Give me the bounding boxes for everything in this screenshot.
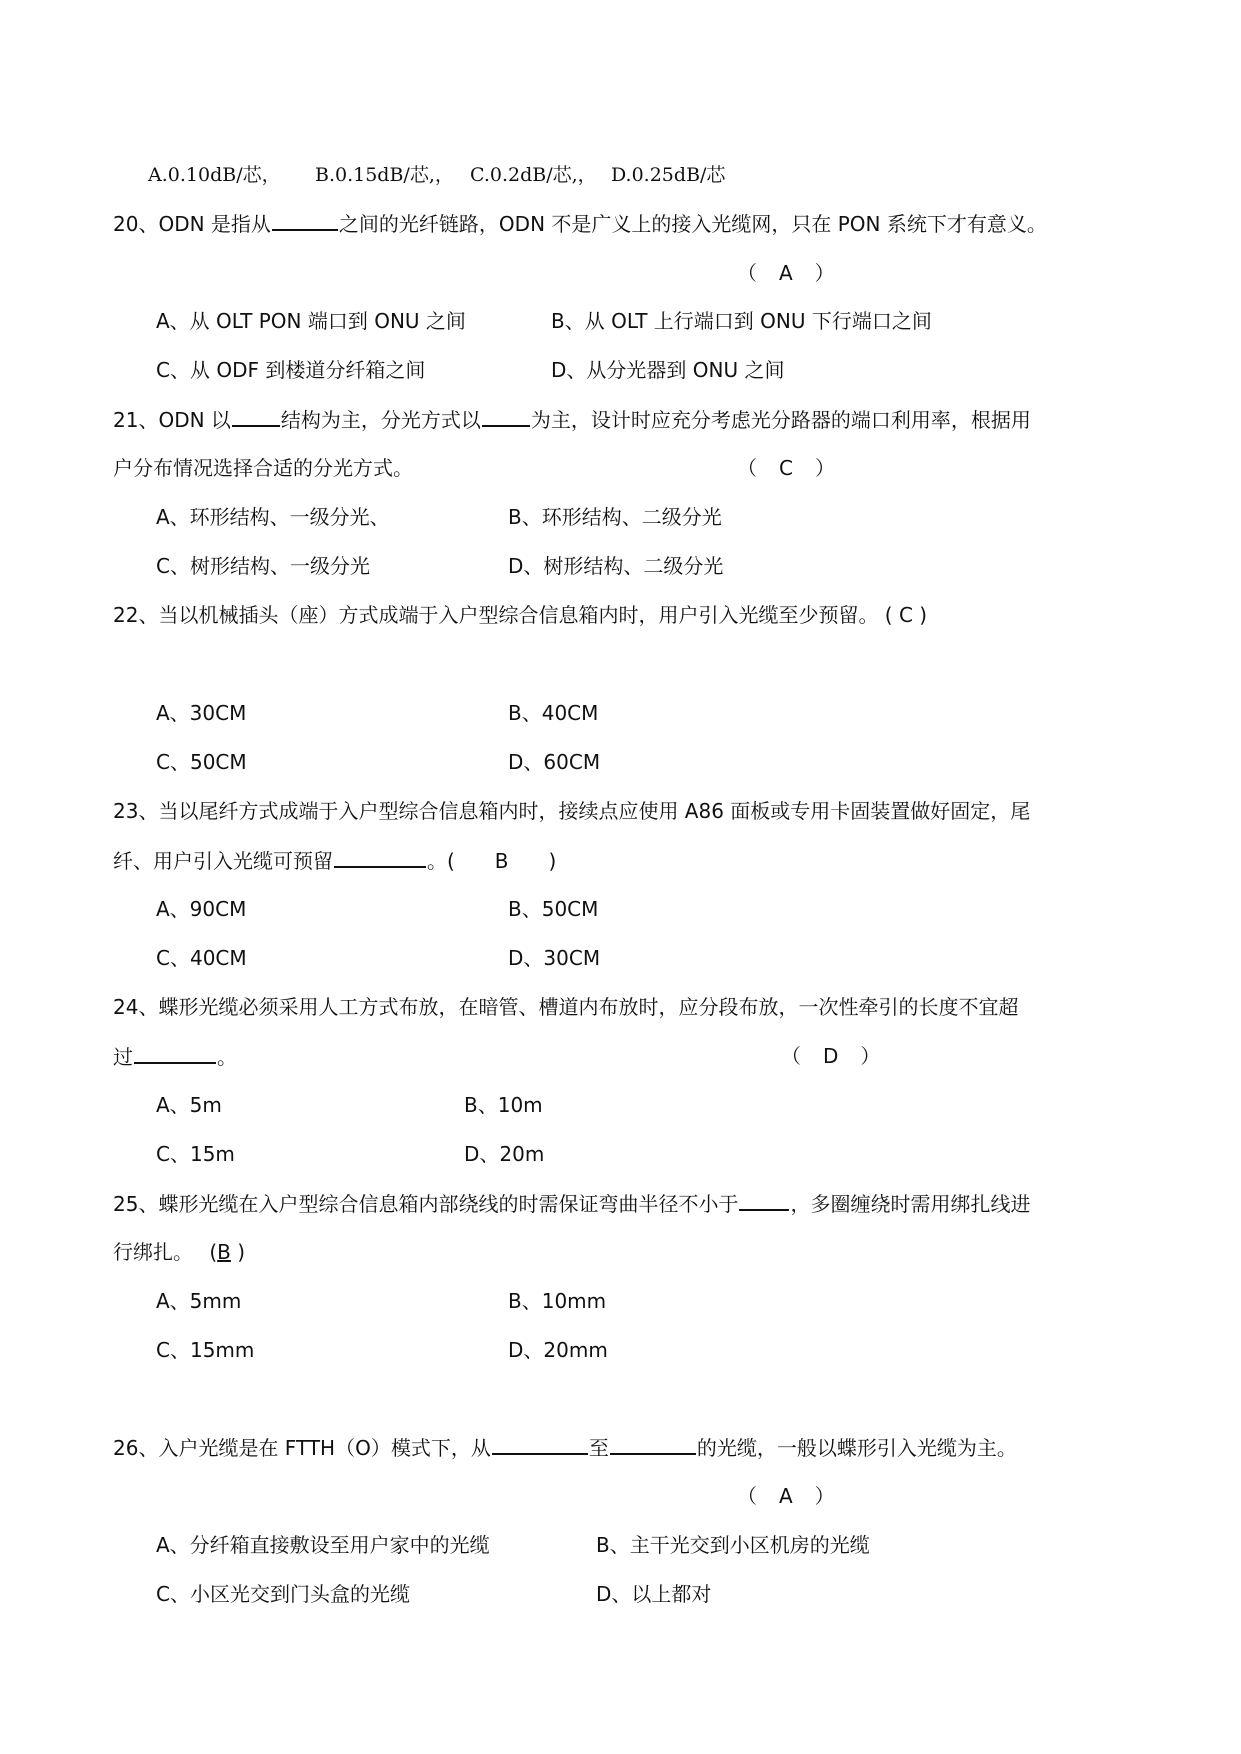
q23-blank <box>334 846 426 868</box>
q25-option-d: D、20mm <box>508 1338 608 1362</box>
q25-stem-line2-part2: ) <box>230 1240 246 1264</box>
q26-blank-1 <box>492 1433 588 1455</box>
q24-stem-part2: 。 <box>217 1045 237 1069</box>
q26-stem <box>113 1433 1017 1461</box>
q26-option-c: C、小区光交到门头盒的光缆 <box>156 1582 410 1606</box>
q24-stem-part1: 过 <box>113 1045 133 1069</box>
q21-answer: （ C ） <box>737 456 836 480</box>
q20-option-a: A、从 OLT PON 端口到 ONU 之间 <box>156 309 466 333</box>
q21-stem-part2: 结构为主，分光方式以 <box>280 408 481 432</box>
q24-stem-line1: 24、蝶形光缆必须采用人工方式布放，在暗管、槽道内布放时，应分段布放，一次性牵引的长度不宜超 <box>113 995 1019 1019</box>
q24-answer: （ D ） <box>781 1044 882 1068</box>
q20-blank <box>272 209 338 231</box>
q26-stem-part3: 的光缆，一般以蝶形引入光缆为主。 <box>696 1436 1017 1460</box>
q22-option-b: B、40CM <box>508 701 599 725</box>
q20-option-b: B、从 OLT 上行端口到 ONU 下行端口之间 <box>551 309 932 333</box>
q21-option-b: B、环形结构、二级分光 <box>508 505 722 529</box>
q23-option-b: B、50CM <box>508 897 599 921</box>
q20-option-d: D、从分光器到 ONU 之间 <box>551 358 785 382</box>
q25-option-c: C、15mm <box>156 1338 255 1362</box>
q20-option-c: C、从 ODF 到楼道分纤箱之间 <box>156 358 426 382</box>
q24-option-b: B、10m <box>464 1093 543 1117</box>
q24-stem-line2 <box>113 1042 237 1070</box>
q21-blank-1 <box>232 405 280 427</box>
q26-answer: （ A ） <box>737 1484 836 1508</box>
q26-stem-part1: 26、入户光缆是在 FTTH（O）模式下，从 <box>113 1436 491 1460</box>
q25-option-a: A、5mm <box>156 1289 242 1313</box>
q26-stem-part2: 至 <box>588 1436 609 1460</box>
q22-option-d: D、60CM <box>508 750 601 774</box>
q25-answer-letter: B <box>217 1240 231 1264</box>
q21-stem <box>113 405 1031 433</box>
q22-option-a: A、30CM <box>156 701 247 725</box>
q20-answer: （ A ） <box>737 261 836 285</box>
q23-option-a: A、90CM <box>156 897 247 921</box>
q20-stem-part2: 之间的光纤链路，ODN 不是广义上的接入光缆网，只在 PON 系统下才有意义。 <box>338 212 1047 236</box>
q21-option-c: C、树形结构、一级分光 <box>156 554 370 578</box>
q23-stem-line1: 23、当以尾纤方式成端于入户型综合信息箱内时，接续点应使用 A86 面板或专用卡固装置做好固定，尾 <box>113 799 1031 823</box>
q20-stem <box>113 209 1047 237</box>
q24-option-d: D、20m <box>464 1142 545 1166</box>
q25-stem-part2: ，多圈缠绕时需用绑扎线进 <box>790 1192 1031 1216</box>
q24-option-c: C、15m <box>156 1142 235 1166</box>
q25-stem-line2-part1: 行绑扎。 ( <box>113 1240 218 1264</box>
q21-option-d: D、树形结构、二级分光 <box>508 554 724 578</box>
q26-blank-2 <box>610 1433 696 1455</box>
q24-option-a: A、5m <box>156 1093 222 1117</box>
q26-option-d: D、以上都对 <box>596 1582 712 1606</box>
q25-stem-line2 <box>113 1238 245 1266</box>
q22-option-c: C、50CM <box>156 750 247 774</box>
q19-option-c: C.0.2dB/芯,， <box>470 164 597 186</box>
q19-option-d: D.0.25dB/芯 <box>611 164 726 186</box>
q25-stem-line1 <box>113 1189 1030 1217</box>
q25-option-b: B、10mm <box>508 1289 607 1313</box>
q21-stem-line2: 户分布情况选择合适的分光方式。 <box>113 456 413 480</box>
q25-stem-part1: 25、蝶形光缆在入户型综合信息箱内部绕线的时需保证弯曲半径不小于 <box>113 1192 739 1216</box>
q21-blank-2 <box>482 405 530 427</box>
q23-option-d: D、30CM <box>508 946 601 970</box>
q21-stem-part3: 为主，设计时应充分考虑光分路器的端口利用率，根据用 <box>530 408 1031 432</box>
q26-option-a: A、分纤箱直接敷设至用户家中的光缆 <box>156 1533 490 1557</box>
q21-stem-part1: 21、ODN 以 <box>113 408 231 432</box>
q23-option-c: C、40CM <box>156 946 247 970</box>
q19-option-a: A.0.10dB/芯， <box>148 164 281 186</box>
q22-stem: 22、当以机械插头（座）方式成端于入户型综合信息箱内时，用户引入光缆至少预留。 ( C ) <box>113 603 928 627</box>
q23-stem-line2 <box>113 846 556 874</box>
q25-blank <box>739 1189 789 1211</box>
q23-stem-part2: 。( B ) <box>427 849 557 873</box>
q26-option-b: B、主干光交到小区机房的光缆 <box>596 1533 870 1557</box>
q21-option-a: A、环形结构、一级分光、 <box>156 505 390 529</box>
q20-stem-part1: 20、ODN 是指从 <box>113 212 271 236</box>
q24-blank <box>134 1042 216 1064</box>
q19-option-b: B.0.15dB/芯,， <box>315 164 454 186</box>
q23-stem-part1: 纤、用户引入光缆可预留 <box>113 849 333 873</box>
